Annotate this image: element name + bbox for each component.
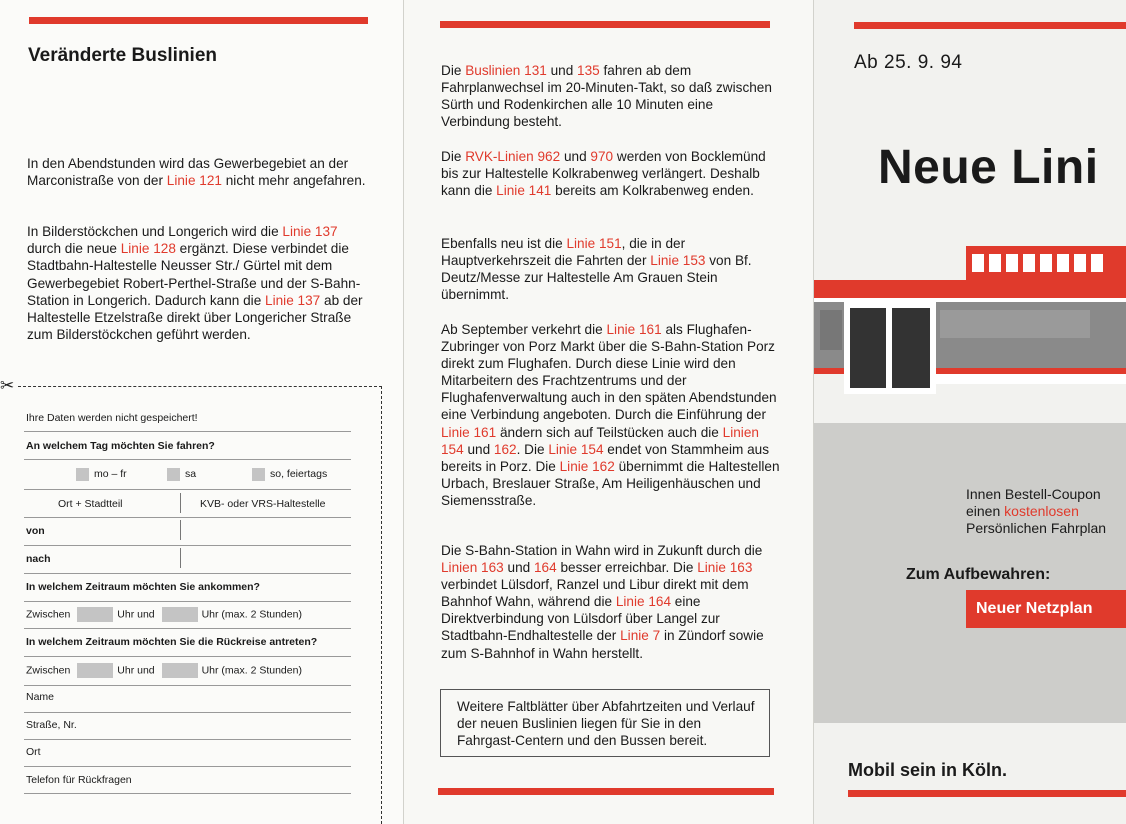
paragraph-linie-137: In Bilderstöckchen und Longerich wird die Linie 137 durch die neue Linie 128 ergänzt. Diese verbindet die Stadtbahn-Haltestelle Neusser Str./ Gürtel mit dem Gewerbegebiet Robert-Perthel-Straße und der S-Bahn-Station in Longerich. Dadurch kann die Linie 137 ab der Haltestelle Etzelstraße direkt über Longericher Straße zum Bilderstöckchen geführt werden. [27,224,363,343]
info-box [440,689,770,757]
return-time-row [24,656,351,686]
panel-title: Veränderte Buslinien [28,45,218,66]
day-question: An welchem Tag möchten Sie fahren? [26,440,215,452]
cover-title: Neue Lini [878,141,1099,194]
bottom-red-bar [438,788,774,795]
privacy-note: Ihre Daten werden nicht gespeichert! [26,412,198,424]
nach-row[interactable] [24,545,351,574]
paragraph-linie-121: In den Abendstunden wird das Gewerbegebiet an der Marconistraße von der Linie 121 nicht mehr angefahren. [27,156,366,189]
ort-label: Ort [26,746,41,758]
keep-label: Zum Aufbewahren: [906,566,1051,583]
day-options-row [24,459,351,490]
cut-line-vertical [381,386,382,824]
return-question: In welchem Zeitraum möchten Sie die Rückreise antreten? [26,636,318,648]
paragraph-linie-151: Ebenfalls neu ist die Linie 151, die in der Hauptverkehrszeit die Fahrten der Linie 153 von Bf. Deutz/Messe zur Haltestelle Am Grauen Stein übernimmt. [441,236,752,303]
checkbox-so-feiertags[interactable] [252,468,265,481]
column-divider [180,493,181,513]
middle-panel [404,0,814,824]
ort-row[interactable] [24,739,351,767]
bottom-red-bar [848,790,1126,797]
arrive-question: In welchem Zeitraum möchten Sie ankommen? [26,581,260,593]
day-question-row [24,431,351,460]
tram-icon [814,238,1126,398]
privacy-row [24,405,351,432]
von-label: von [26,525,45,537]
column-header-row [24,489,351,518]
top-red-bar [29,17,368,24]
return-from-field[interactable] [77,663,113,678]
column-divider [180,520,181,540]
paragraph-linien-131-135: Die Buslinien 131 und 135 fahren ab dem Fahrplanwechsel im 20-Minuten-Takt, so daß zwischen Sürth und Rodenkirchen alle 10 Minuten eine Verbindung besteht. [441,63,772,130]
top-red-bar [440,21,770,28]
column-header-haltestelle: KVB- oder VRS-Haltestelle [200,498,326,510]
paragraph-linien-163-164: Die S-Bahn-Station in Wahn wird in Zukunft durch die Linien 163 und 164 besser erreichbar. Die Linie 163 verbindet Lülsdorf, Ranzel und Libur direkt mit dem Bahnhof Wahn, während die Linie 164 eine Direktverbindung von Lülsdorf über Langel zur Stadtbahn-Endhaltestelle der Linie 7 in Zündorf sowie zum S-Bahnhof in Wahn herstellt. [441,543,764,661]
arrive-time-row [24,601,351,629]
valid-from-date: Ab 25. 9. 94 [854,52,963,73]
column-header-ort: Ort + Stadtteil [58,498,123,510]
slogan: Mobil sein in Köln. [848,760,1007,780]
label-sa: sa [185,468,197,480]
arrive-question-row [24,573,351,602]
left-panel [0,0,404,824]
telefon-label: Telefon für Rückfragen [26,774,132,786]
von-row[interactable] [24,517,351,546]
return-to-field[interactable] [162,663,198,678]
paragraph-rvk-linien: Die RVK-Linien 962 und 970 werden von Bocklemünd bis zur Haltestelle Kolkrabenweg verlängert. Deshalb kann die Linie 141 bereits am Kolkrabenweg enden. [441,149,766,199]
top-red-bar [854,22,1126,29]
street-label: Straße, Nr. [26,719,77,731]
column-divider [180,548,181,568]
coupon-hint: Innen Bestell-Coupon einen kostenlosen Persönlichen Fahrplan [966,486,1107,537]
telefon-row[interactable] [24,766,351,794]
scissors-icon: ✂ [0,376,15,395]
name-label: Name [26,691,55,703]
return-question-row [24,628,351,657]
info-text: Weitere Faltblätter über Abfahrtzeiten und Verlauf der neuen Buslinien liegen für Sie in den Fahrgast-Centern und den Bussen bereit. [457,699,755,749]
cover-panel [814,0,1126,824]
cut-line [18,386,382,387]
checkbox-mo-fr[interactable] [76,468,89,481]
name-row[interactable] [24,685,351,713]
arrive-from-field[interactable] [77,607,113,622]
nach-label: nach [26,553,51,565]
arrive-time-line: Zwischen Uhr und Uhr (max. 2 Stunden) [26,608,302,621]
checkbox-sa[interactable] [167,468,180,481]
label-so-feiertags: so, feiertags [270,468,328,480]
return-time-line: Zwischen Uhr und Uhr (max. 2 Stunden) [26,664,302,677]
label-mo-fr: mo – fr [94,468,127,480]
netzplan-badge: Neuer Netzplan [966,590,1126,628]
arrive-to-field[interactable] [162,607,198,622]
street-row[interactable] [24,712,351,740]
paragraph-linie-161: Ab September verkehrt die Linie 161 als Flughafen-Zubringer von Porz Markt über die S-Bahn-Station Porz direkt zum Flughafen. Durch diese Linie wird den Mitarbeitern des Frachtzentrums und der Flughafenverwaltung auch in den späten Abendstunden eine Verbindung angeboten. Durch die Einführung der Linie 161 ändern sich auf Teilstücken auch die Linien 154 und 162. Die Linie 154 endet von Stammheim aus bereits in Porz. Die Linie 162 übernimmt die Haltestellen Urbach, Breslauer Straße, Am Heiligenhäuschen und Siemensstraße. [441,322,780,508]
